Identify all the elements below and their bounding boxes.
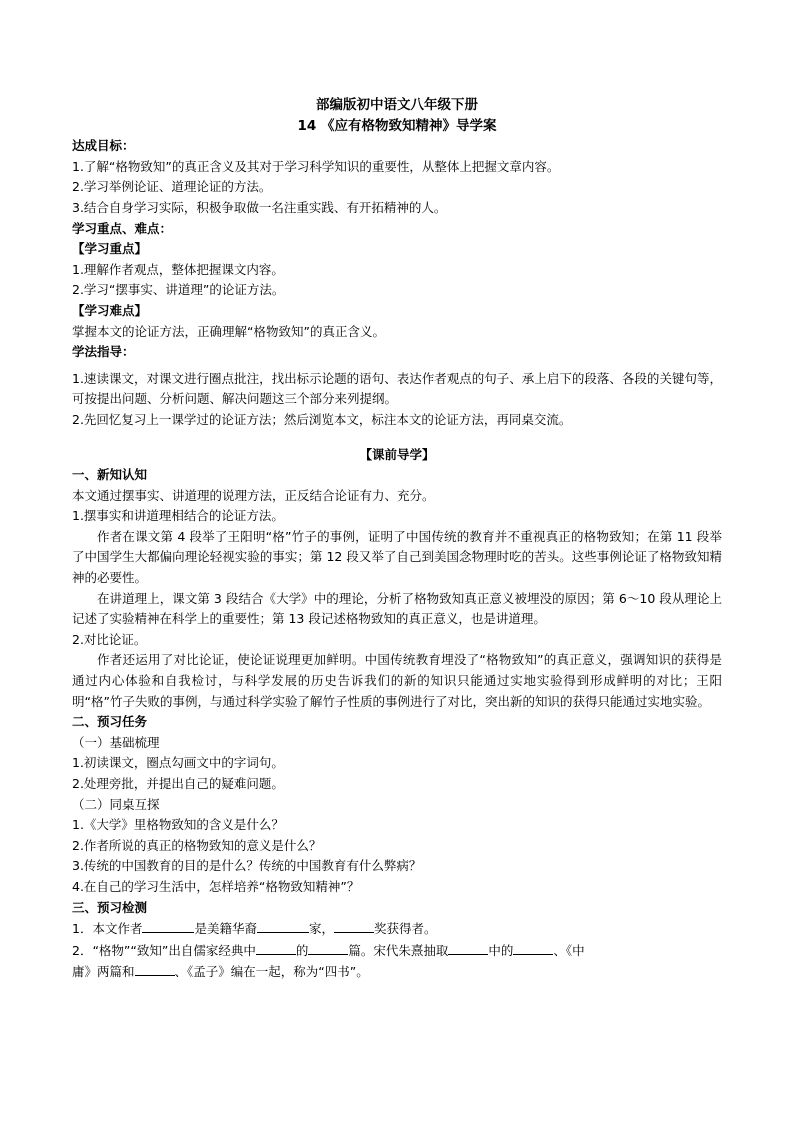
part2-a-title: （一）基础梳理 (72, 734, 160, 750)
sub2-title: 2.对比论证。 (72, 631, 147, 647)
answer-blank[interactable] (257, 918, 309, 933)
goals-heading: 达成目标： (72, 138, 135, 154)
document-page (72, 95, 722, 983)
doc-subtitle: 14 《应有格物致知精神》导学案 (297, 117, 497, 134)
question-item: 4.在自己的学习生活中，怎样培养“格物致知精神”？ (72, 878, 360, 894)
sub1-paragraph: 作者在课文第 4 段举了王阳明“格”竹子的事例，证明了中国传统的教育并不重视真正的格物致知；在第 11 段举了中国学生大都偏向理论轻视实验的事实；第 12 段又举了自己到美国念物理时吃的苦头。这些事例论证了格物致知精神的必要性。 (72, 528, 722, 586)
answer-blank[interactable] (448, 940, 488, 955)
q2-text-e: 、《中 (553, 942, 585, 958)
sub2-paragraph: 作者还运用了对比论证，使论证说理更加鲜明。中国传统教育埋没了“格物致知”的真正意义，强调知识的获得是通过内心体验和自我检讨，与科学发展的历史告诉我们的新的知识只能通过实地实验得到形成鲜明的对比；王阳明“格”竹子失败的事例，与通过科学实验了解竹子性质的事例进行了对比，突出新的知识的获得只能通过实地实验。 (72, 652, 722, 709)
difficulty-text: 掌握本文的论证方法，正确理解“格物致知”的真正含义。 (72, 323, 385, 339)
goal-item: 2.学习举例论证、道理论证的方法。 (72, 179, 272, 195)
q1-text-d: 奖获得者。 (373, 921, 437, 937)
q2-text-d: 中的 (488, 942, 514, 958)
answer-blank[interactable] (308, 940, 348, 955)
q2-text-a: 2．“格物”“致知”出自儒家经典中 (72, 942, 256, 958)
part2-b-title: （二）同桌互探 (72, 796, 160, 812)
q2-text-g: 、《孟子》编在一起，称为“四书”。 (174, 964, 369, 980)
question-item: 2.作者所说的真正的格物致知的意义是什么？ (72, 837, 322, 853)
fill-question-2-cont (72, 961, 722, 983)
q2-text-b: 的 (295, 942, 309, 958)
method-heading: 学法指导： (72, 344, 135, 360)
method-item: 2.先回忆复习上一课学过的论证方法；然后浏览本文，标注本文的论证方法，再同桌交流。 (72, 411, 572, 427)
keypoints-heading: 学习重点、难点： (72, 220, 173, 236)
difficulty-label: 【学习难点】 (72, 302, 148, 318)
goal-item: 1.了解“格物致知”的真正含义及其对于学习科学知识的重要性，从整体上把握文章内容。 (72, 158, 560, 174)
method-item: 1.速读课文，对课文进行圈点批注，找出标示论题的语句、表达作者观点的句子、承上启下的段落、各段的关键句等，可按提出问题、分析问题、解决问题这三个部分来列提纲。 (72, 370, 722, 407)
part1-title: 一、新知认知 (72, 467, 148, 483)
preview-heading: 【课前导学】 (359, 446, 435, 462)
answer-blank[interactable] (135, 961, 175, 976)
focus-label: 【学习重点】 (72, 241, 148, 257)
goal-item: 3.结合自身学习实际，积极争取做一名注重实践、有开拓精神的人。 (72, 199, 447, 215)
task-item: 1.初读课文，圈点勾画文中的字词句。 (72, 755, 284, 771)
fill-question-1 (72, 918, 722, 940)
q2-text-c: 篇。宋代朱熹抽取 (348, 942, 449, 958)
part2-title: 二、预习任务 (72, 714, 148, 730)
answer-blank[interactable] (256, 940, 296, 955)
fill-question-2 (72, 940, 722, 962)
focus-item: 2.学习“摆事实、讲道理”的论证方法。 (72, 282, 285, 298)
task-item: 2.处理旁批，并提出自己的疑难问题。 (72, 776, 284, 791)
part3-title: 三、预习检测 (72, 899, 148, 915)
answer-blank[interactable] (513, 940, 553, 955)
q2-text-f: 庸》两篇和 (72, 964, 135, 980)
question-item: 3.传统的中国教育的目的是什么？传统的中国教育有什么弊病？ (72, 858, 422, 874)
q1-text-b: 是美籍华裔 (194, 921, 257, 937)
answer-blank[interactable] (142, 918, 194, 933)
q1-text-a: 1．本文作者 (72, 921, 143, 937)
q1-text-c: 家， (308, 921, 334, 937)
part1-intro: 本文通过摆事实、讲道理的说理方法，正反结合论证有力、充分。 (72, 487, 435, 503)
doc-title: 部编版初中语文八年级下册 (316, 97, 478, 113)
question-item: 1.《大学》里格物致知的含义是什么？ (72, 817, 284, 833)
sub1-paragraph: 在讲道理上，课文第 3 段结合《大学》中的理论，分析了格物致知真正意义被埋没的原因；第 6～10 段从理论上记述了实验精神在科学上的重要性；第 13 段记述格物致知的真正意义，也是讲道理。 (72, 590, 722, 627)
sub1-title: 1.摆事实和讲道理相结合的论证方法。 (72, 508, 284, 524)
focus-item: 1.理解作者观点，整体把握课文内容。 (72, 261, 284, 277)
answer-blank[interactable] (334, 918, 374, 933)
